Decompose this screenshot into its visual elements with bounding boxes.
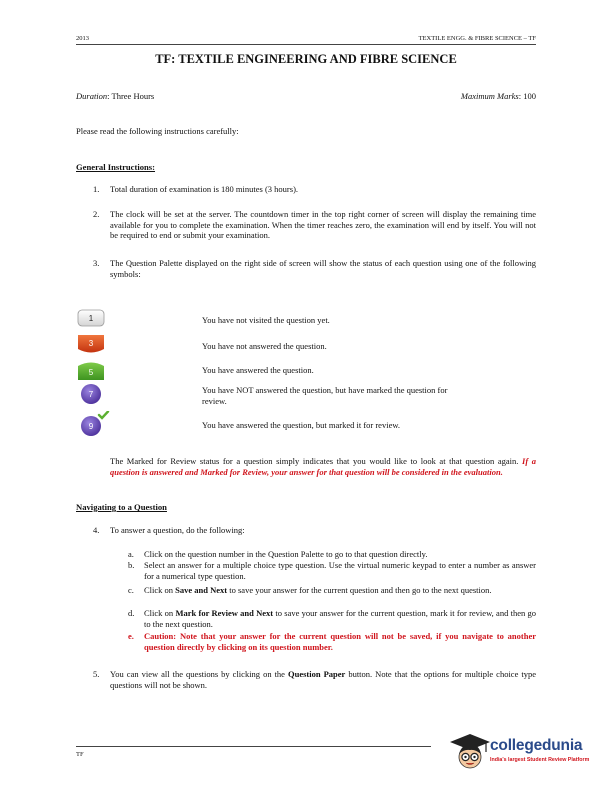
item5-post: button. Note that the options for multiple choice type questions will not be shown. (110, 669, 536, 690)
instruction-number: 5. (93, 669, 100, 679)
legend-marked-review: You have NOT answered the question, but have marked the question for review. (202, 385, 448, 406)
navigating-heading: Navigating to a Question (76, 502, 167, 512)
step-letter: b. (128, 560, 135, 570)
legend-not-answered: You have not answered the question. (202, 341, 327, 351)
header-rule (76, 44, 536, 45)
step-letter: c. (128, 585, 134, 595)
not-visited-icon (77, 309, 105, 332)
step-text (144, 608, 536, 629)
step-text-post: to save your answer for the current question and then go to the next question. (227, 585, 492, 595)
header-year: 2013 (76, 35, 89, 42)
palette-number: 3 (88, 339, 94, 348)
collegedunia-logo[interactable] (448, 732, 602, 772)
not-answered-icon (77, 334, 105, 361)
footer-rule (76, 746, 431, 747)
footer-code: TF (76, 751, 84, 758)
item5-pre: You can view all the questions by clicking on the (110, 669, 288, 679)
instruction-text: To answer a question, do the following: (110, 525, 245, 535)
palette-number: 1 (88, 314, 94, 323)
answered-icon (77, 359, 105, 386)
palette-number: 5 (88, 368, 94, 377)
note-warning: If a question is answered and Marked for Review, your answer for that question will be considered in the evaluation. (110, 456, 536, 477)
header-subject: TEXTILE ENGG. & FIBRE SCIENCE – TF (418, 35, 536, 42)
instruction-number: 1. (93, 184, 100, 194)
instruction-text (110, 669, 536, 690)
instruction-number: 4. (93, 525, 100, 535)
general-instructions-heading: General Instructions: (76, 162, 156, 172)
answered-marked-icon (77, 411, 111, 442)
question-paper-label: Question Paper (287, 669, 346, 679)
legend-answered-marked: You have answered the question, but marked it for review. (202, 420, 401, 430)
duration (76, 91, 154, 101)
instruction-number: 3. (93, 258, 100, 268)
step-text-pre: Click on (144, 585, 176, 595)
save-and-next-label: Save and Next (175, 585, 228, 595)
logo-tagline: India's largest Student Review Platform (490, 757, 590, 763)
caution-text: Caution: Note that your answer for the current question will not be saved, if you navigate to another question directly by clicking on its question number. (144, 631, 536, 652)
marks-label: Maximum Marks (460, 91, 519, 101)
page-title: TF: TEXTILE ENGINEERING AND FIBRE SCIENCE (155, 52, 457, 66)
mascot-icon (448, 732, 492, 772)
step-text-post: to save your answer for the current question, mark it for review, and then go to the next question. (144, 608, 536, 629)
mark-for-review-label: Mark for Review and Next (175, 608, 274, 618)
step-letter: a. (128, 549, 134, 559)
instruction-number: 2. (93, 209, 100, 219)
maximum-marks (461, 91, 536, 101)
step-text: Select an answer for a multiple choice type question. Use the virtual numeric keypad to enter a number as answer for a numerical type question. (144, 560, 536, 581)
intro-text: Please read the following instructions carefully: (76, 126, 239, 136)
step-letter: e. (128, 631, 134, 641)
palette-number: 9 (88, 422, 94, 431)
step-text: Click on the question number in the Question Palette to go to that question directly. (144, 549, 428, 559)
palette-number: 7 (88, 390, 94, 399)
marks-value: : 100 (518, 91, 536, 101)
instruction-text: The Question Palette displayed on the right side of screen will show the status of each question using one of the following symbols: (110, 258, 536, 279)
instruction-text: The clock will be set at the server. The countdown timer in the top right corner of screen will display the remaining time available for you to complete the examination. When the timer reaches zero, the examination will end by itself. You will not be required to end or submit your examination. (110, 209, 536, 240)
marked-review-note (110, 456, 536, 477)
step-letter: d. (128, 608, 135, 618)
duration-label: Duration (76, 91, 108, 101)
marked-for-review-icon (77, 383, 105, 410)
note-text: The Marked for Review status for a question simply indicates that you would like to look at that question again. (110, 456, 523, 466)
legend-not-visited: You have not visited the question yet. (202, 315, 330, 325)
step-text (144, 585, 536, 596)
duration-value: : Three Hours (107, 91, 155, 101)
step-text-pre: Click on (144, 608, 176, 618)
legend-answered: You have answered the question. (202, 365, 314, 375)
logo-brand: collegedunia (490, 737, 583, 754)
instruction-text: Total duration of examination is 180 minutes (3 hours). (110, 184, 299, 194)
